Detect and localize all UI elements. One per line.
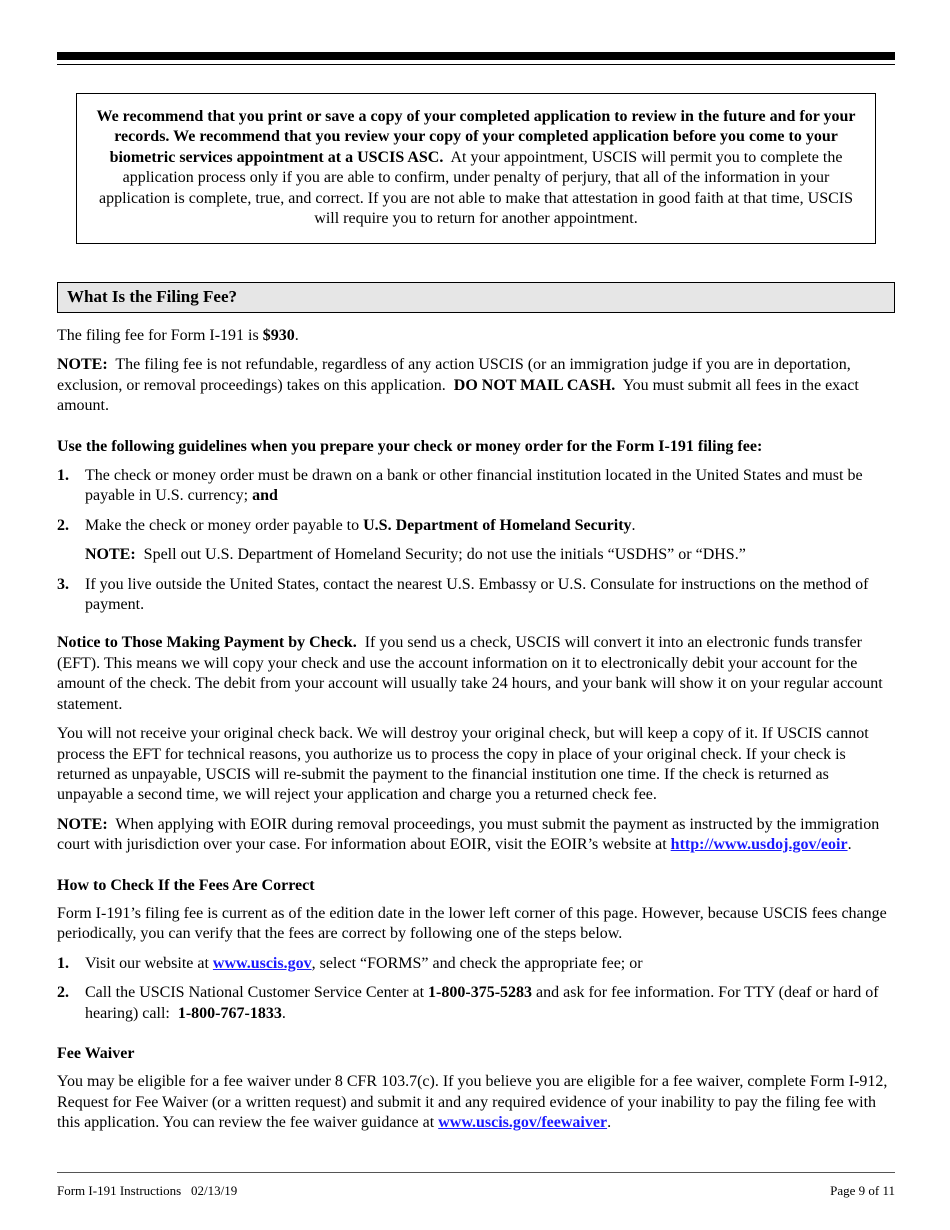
notice-text: At your appointment, USCIS will permit you to complete the application process only if you are able to confirm, under penalty of perjury, that all of the information in your application is complete, true, and correct. If you are not able to make that attestation in good faith at that time, USCIS will require you to return for another appointment.	[99, 148, 853, 228]
check-fees-text: Form I-191’s filing fee is current as of the edition date in the lower left corner of this page. However, because USCIS fees change periodically, you can verify that the fees are correct by following one of the steps below.	[57, 904, 887, 943]
check-notice-text: If you send us a check, USCIS will convert it into an electronic funds transfer (EFT). This means we will copy your check and use the account information on it to electronically debit your account for the amount of the check. The debit from your account will usually take 24 hours, and your bank will show it on your regular account statement.	[57, 634, 883, 713]
footer-form-info	[57, 1183, 237, 1199]
item-text: The check or money order must be drawn on a bank or other financial institution located in the United States and must be payable in U.S. currency;	[85, 467, 863, 505]
footer-rule	[57, 1172, 895, 1173]
fee-suffix: .	[294, 327, 299, 344]
item-text: Make the check or money order payable to	[85, 516, 360, 534]
note-suffix: .	[847, 836, 852, 854]
check-notice-label: Notice to Those Making Payment by Check.	[57, 634, 357, 652]
section-title: What Is the Filing Fee?	[57, 282, 895, 313]
item-number: 2.	[57, 984, 69, 1002]
fee-waiver-text	[57, 1072, 895, 1133]
note-eoir	[57, 815, 895, 856]
fee-waiver-body: You may be eligible for a fee waiver under 8 CFR 103.7(c). If you believe you are eligible for a fee waiver, complete Form I-912, Request for Fee Waiver (or a written request) and submit it and any required evidence of your inability to pay the filing fee with this application. You can review the fee waiver guidance at	[57, 1073, 888, 1132]
item-bold: U.S. Department of Homeland Security	[363, 516, 632, 534]
tty-number: 1-800-767-1833	[177, 1004, 282, 1022]
item-suffix: .	[281, 1004, 286, 1022]
note-label: NOTE:	[57, 356, 108, 374]
item-text: If you live outside the United States, contact the nearest U.S. Embassy or U.S. Consulate for instructions on the method of payment.	[85, 575, 869, 614]
notice-bold-text: We recommend that you print or save a copy of your completed application to review in the future and for your records. We recommend that you review your copy of your completed application before you come to your biometric services appointment at a USCIS ASC.	[96, 108, 856, 166]
item-bold: and	[252, 487, 278, 505]
item-middle-text: and ask for fee information. For TTY (deaf or hard of hearing) call:	[85, 984, 879, 1022]
check-fees-item-1	[57, 954, 895, 974]
item-number: 1.	[57, 467, 69, 485]
fee-paragraph	[57, 326, 895, 346]
note-refund	[57, 355, 895, 416]
check-fees-item-2	[57, 983, 895, 1024]
item-suffix: .	[631, 516, 636, 534]
footer-edition-date: 02/13/19	[190, 1183, 238, 1198]
note-text: When applying with EOIR during removal proceedings, you must submit the payment as instructed by the immigration court with jurisdiction over your case. For information about EOIR, visit the EOIR’s website at	[57, 815, 880, 854]
note-label: NOTE:	[57, 815, 108, 833]
item-suffix: , select “FORMS” and check the appropriate fee; or	[311, 954, 643, 972]
item-number: 3.	[57, 575, 69, 593]
phone-number: 1-800-375-5283	[428, 984, 533, 1002]
note-text: Spell out U.S. Department of Homeland Security; do not use the initials “USDHS” or “DHS.”	[143, 546, 746, 564]
guidelines-heading: Use the following guidelines when you prepare your check or money order for the Form I-191 filing fee:	[57, 437, 763, 455]
item-text: Visit our website at	[85, 954, 209, 972]
guideline-item-2-note	[57, 545, 895, 565]
header-rule-thin	[57, 64, 895, 65]
item-number: 2.	[57, 516, 69, 534]
header-rule-thick	[57, 52, 895, 60]
item-text: Call the USCIS National Customer Service Center at	[85, 984, 425, 1002]
guideline-item-1	[57, 466, 895, 507]
footer-form-name: Form I-191 Instructions	[57, 1183, 182, 1198]
fee-waiver-link[interactable]: www.uscis.gov/feewaiver	[438, 1114, 608, 1132]
note-label: NOTE:	[85, 546, 136, 564]
guideline-item-3	[57, 575, 895, 616]
footer-page-number: Page 9 of 11	[830, 1183, 895, 1198]
check-notice	[57, 633, 895, 715]
fee-prefix: The filing fee for Form I-191 is	[57, 327, 263, 344]
fee-amount: $930	[262, 327, 295, 344]
notice-box	[76, 93, 876, 244]
uscis-link[interactable]: www.uscis.gov	[212, 954, 312, 972]
note-text-b: You must submit all fees in the exact amount.	[57, 376, 859, 415]
fee-waiver-heading: Fee Waiver	[57, 1044, 135, 1062]
check-return-paragraph: You will not receive your original check back. We will destroy your original check, but will keep a copy of it. If USCIS cannot process the EFT for technical reasons, you authorize us to process the copy in place of your original check. If your check is returned as unpayable, USCIS will re-submit the payment to the financial institution one time. If the check is returned as unpayable a second time, we will reject your application and charge you a returned check fee.	[57, 725, 869, 804]
eoir-link[interactable]: http://www.usdoj.gov/eoir	[670, 836, 848, 854]
guideline-item-2	[57, 516, 895, 536]
note-no-cash: DO NOT MAIL CASH.	[453, 376, 616, 394]
item-number: 1.	[57, 954, 69, 972]
note-text-a: The filing fee is not refundable, regardless of any action USCIS (or an immigration judge if you are in deportation, exclusion, or removal proceedings) takes on this application.	[57, 356, 851, 394]
check-fees-heading: How to Check If the Fees Are Correct	[57, 876, 315, 894]
filing-fee-section	[57, 282, 895, 1134]
fee-waiver-suffix: .	[607, 1114, 612, 1132]
